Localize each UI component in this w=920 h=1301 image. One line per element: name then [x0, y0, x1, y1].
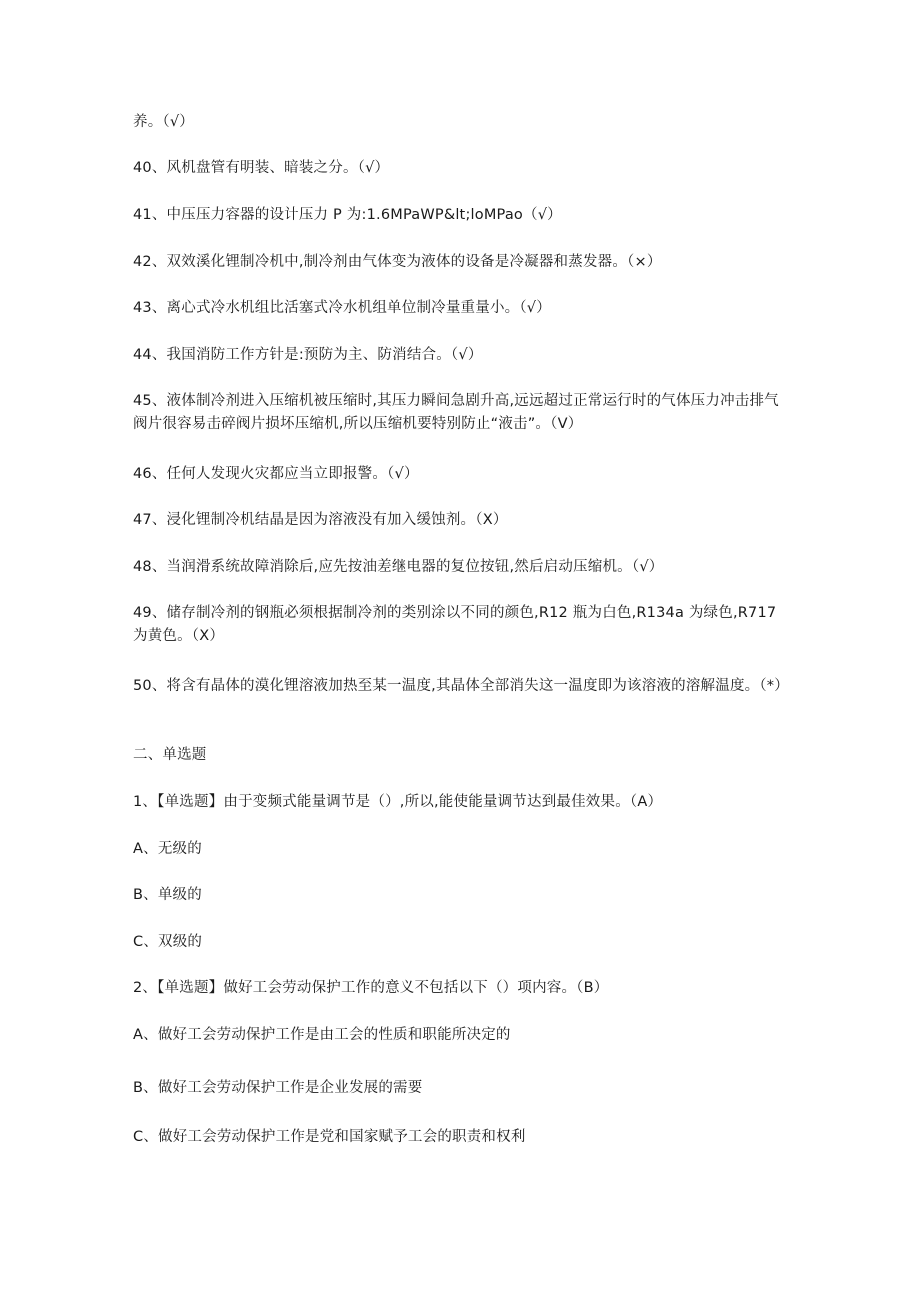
question-49: 49、储存制冷剂的钢瓶必须根据制冷剂的类别涂以不同的颜色,R12 瓶为白色,R134a 为绿色,R717 为黄色。（X） [133, 605, 777, 644]
question-48: 48、当润滑系统故障消除后,应先按油差继电器的复位按钮,然后启动压缩机。（√） [133, 559, 664, 575]
question-46: 46、任何人发现火灾都应当立即报警。（√） [133, 466, 419, 482]
question-41: 41、中压压力容器的设计压力 P 为:1.6MPaWP&lt;loMPao（√） [133, 207, 562, 223]
q2-option-c: C、做好工会劳动保护工作是党和国家赋予工会的职责和权利 [133, 1129, 526, 1145]
q1-option-b: B、单级的 [133, 887, 202, 903]
question-40: 40、风机盘管有明装、暗装之分。（√） [133, 160, 390, 176]
question-47: 47、浸化锂制冷机结晶是因为溶液没有加入缓蚀剂。（X） [133, 512, 508, 528]
single-choice-question-2: 2、【单选题】做好工会劳动保护工作的意义不包括以下（）项内容。（B） [133, 980, 609, 996]
q1-option-a: A、无级的 [133, 841, 202, 857]
q1-option-c: C、双级的 [133, 934, 203, 950]
single-choice-question-1: 1、【单选题】由于变频式能量调节是（）,所以,能使能量调节达到最佳效果。（A） [133, 794, 663, 810]
question-43: 43、离心式冷水机组比活塞式冷水机组单位制冷量重量小。（√） [133, 300, 551, 316]
section-heading-single-choice: 二、单选题 [133, 747, 207, 763]
q2-option-b: B、做好工会劳动保护工作是企业发展的需要 [133, 1080, 423, 1096]
question-44: 44、我国消防工作方针是:预防为主、防消结合。（√） [133, 347, 483, 363]
question-45: 45、液体制冷剂进入压缩机被压缩时,其压力瞬间急剧升高,远远超过正常运行时的气体压力冲击排气阀片很容易击碎阀片损坏压缩机,所以压缩机要特别防止“液击”。（V） [133, 393, 779, 432]
q2-option-a: A、做好工会劳动保护工作是由工会的性质和职能所决定的 [133, 1027, 511, 1043]
question-50: 50、将含有晶体的漠化锂溶液加热至某一温度,其晶体全部消失这一温度即为该溶液的溶解温度。（*） [133, 678, 789, 694]
question-42: 42、双效溪化锂制冷机中,制冷剂由气体变为液体的设备是冷凝器和蒸发器。（×） [133, 254, 662, 270]
answer-line-39-tail: 养。（√） [133, 114, 194, 130]
